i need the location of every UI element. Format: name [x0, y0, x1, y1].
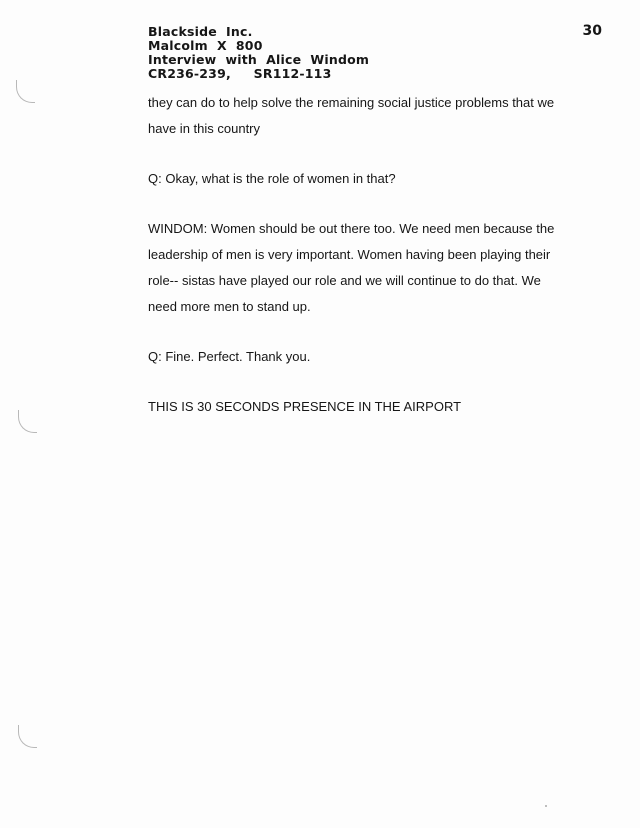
text-line: WINDOM: Women should be out there too. We need men because the [148, 221, 555, 236]
text-line: leadership of men is very important. Women having been playing their [148, 247, 551, 262]
paragraph-note [148, 394, 588, 420]
text-line: role-- sistas have played our role and we will continue to do that. We [148, 273, 541, 288]
paragraph-continuation [148, 90, 588, 142]
transcript-body [148, 90, 588, 444]
scan-speck [545, 805, 547, 807]
text-line: Q: Okay, what is the role of women in that? [148, 171, 396, 186]
paragraph-question [148, 166, 588, 192]
binder-hole-mark [16, 80, 35, 103]
header-company: Blackside Inc. [148, 24, 253, 39]
paragraph-answer [148, 216, 588, 320]
binder-hole-mark [18, 410, 37, 433]
paragraph-closing-question [148, 344, 588, 370]
text-line: Q: Fine. Perfect. Thank you. [148, 349, 311, 364]
page-number: 30 [582, 23, 602, 39]
text-line: need more men to stand up. [148, 299, 311, 314]
text-line: they can do to help solve the remaining social justice problems that we [148, 95, 555, 110]
text-line: THIS IS 30 SECONDS PRESENCE IN THE AIRPORT [148, 399, 462, 414]
binder-hole-mark [18, 725, 37, 748]
header-roll-numbers: CR236-239, SR112-113 [148, 66, 332, 81]
text-line: have in this country [148, 121, 261, 136]
header-project: Malcolm X 800 [148, 38, 263, 53]
document-header [148, 25, 369, 81]
header-interview-title: Interview with Alice Windom [148, 52, 370, 67]
